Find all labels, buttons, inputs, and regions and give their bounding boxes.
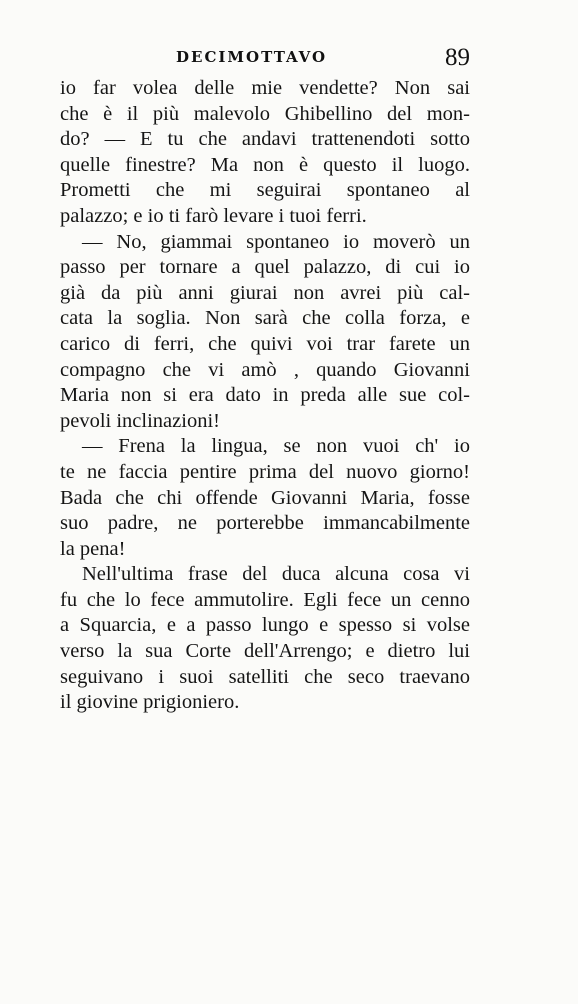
text-line: quelle finestre? Ma non è questo il luogo. xyxy=(60,153,470,176)
text-line: verso la sua Corte dell'Arrengo; e dietro lui xyxy=(60,640,470,663)
text-line: che è il più malevolo Ghibellino del mon- xyxy=(60,102,470,125)
running-head: DECIMOTTAVO xyxy=(176,48,328,66)
text-line: Maria non si era dato in preda alle sue col- xyxy=(60,384,470,407)
page-number: 89 xyxy=(445,44,470,71)
text-line: Nell'ultima frase del duca alcuna cosa vi xyxy=(82,563,470,586)
text-line: passo per tornare a quel palazzo, di cui io xyxy=(60,256,470,279)
text-line: il giovine prigioniero. xyxy=(60,691,240,714)
text-line: pevoli inclinazioni! xyxy=(60,409,220,432)
text-line: fu che lo fece ammutolire. Egli fece un cenno xyxy=(60,588,470,611)
text-line: palazzo; e io ti farò levare i tuoi ferri. xyxy=(60,204,367,227)
text-line: compagno che vi amò , quando Giovanni xyxy=(60,358,470,381)
text-line: te ne faccia pentire prima del nuovo giorno! xyxy=(60,460,470,483)
text-line: — No, giammai spontaneo io moverò un xyxy=(82,230,470,253)
text-line: seguivano i suoi satelliti che seco traevano xyxy=(60,665,470,688)
page-header xyxy=(60,46,470,76)
text-line: — Frena la lingua, se non vuoi ch' io xyxy=(82,435,470,458)
text-line: a Squarcia, e a passo lungo e spesso si volse xyxy=(60,614,470,637)
text-line: Bada che chi offende Giovanni Maria, fosse xyxy=(60,486,470,509)
text-line: io far volea delle mie vendette? Non sai xyxy=(60,77,470,99)
text-line: cata la soglia. Non sarà che colla forza, e xyxy=(60,307,470,330)
text-line: do? — E tu che andavi trattenendoti sotto xyxy=(60,128,470,151)
text-line: Prometti che mi seguirai spontaneo al xyxy=(60,179,470,202)
text-line: la pena! xyxy=(60,537,126,560)
text-line: carico di ferri, che quivi voi trar farete un xyxy=(60,332,470,355)
text-line: già da più anni giurai non avrei più cal- xyxy=(60,281,470,304)
text-line: suo padre, ne porterebbe immancabilmente xyxy=(60,512,470,535)
body-text xyxy=(60,76,470,716)
